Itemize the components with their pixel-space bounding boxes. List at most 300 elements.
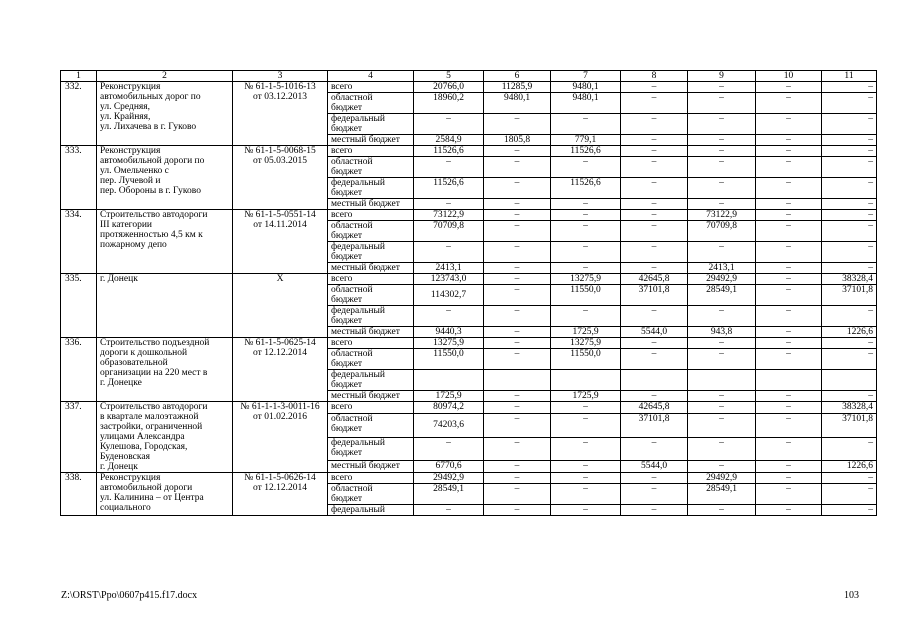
funding-source (328, 437, 414, 460)
amount-cell: 73122,9 (414, 210, 484, 221)
amount-cell: – (756, 146, 822, 157)
amount-cell: – (484, 306, 551, 327)
funding-source-line: бюджет (331, 188, 363, 198)
object-name-line: ул. Лихачева в г. Гуково (100, 122, 197, 132)
amount-cell: – (484, 505, 551, 516)
file-path: Z:\ORST\Ppo\0607p415.f17.docx (61, 590, 198, 601)
amount-cell: – (688, 157, 756, 178)
funding-source-line: федеральный (331, 306, 385, 316)
amount-cell: – (414, 505, 484, 516)
amount-cell: – (822, 391, 877, 402)
amount-cell: 13275,9 (551, 338, 621, 349)
column-number-2: 2 (97, 71, 233, 82)
amount-cell: – (551, 402, 621, 414)
amount-cell: – (414, 242, 484, 263)
amount-cell: 1725,9 (551, 327, 621, 338)
amount-cell: – (756, 274, 822, 285)
funding-source-line: федеральный (331, 505, 385, 515)
amount-cell: – (551, 414, 621, 437)
amount-cell: 2413,1 (414, 263, 484, 274)
object-name (97, 210, 233, 274)
amount-cell: 73122,9 (688, 210, 756, 221)
funding-source (328, 178, 414, 199)
amount-cell: 28549,1 (414, 484, 484, 505)
document-reference-line: № 61-1-1-3-0011-16 (240, 402, 320, 412)
funding-source (328, 505, 414, 516)
amount-cell: – (822, 338, 877, 349)
amount-cell: – (756, 82, 822, 93)
amount-cell: – (756, 178, 822, 199)
funding-source-line: федеральный (331, 437, 385, 448)
amount-cell: – (822, 157, 877, 178)
object-name-line: автомобильной дороги (100, 483, 193, 493)
amount-cell: – (484, 114, 551, 135)
funding-source (328, 210, 414, 221)
amount-cell: – (621, 338, 688, 349)
amount-cell (551, 370, 621, 391)
funding-source (328, 199, 414, 210)
funding-source-line: бюджет (331, 424, 363, 435)
object-name-line: Строительство автодороги (100, 210, 208, 220)
amount-cell: – (621, 391, 688, 402)
amount-cell: – (756, 349, 822, 370)
amount-cell: 9480,1 (551, 93, 621, 114)
funding-source-line: областной (331, 221, 373, 231)
funding-source-line: бюджет (331, 295, 363, 305)
amount-cell: – (756, 391, 822, 402)
amount-cell: – (756, 93, 822, 114)
amount-cell: 9480,1 (551, 82, 621, 93)
amount-cell: – (484, 178, 551, 199)
funding-source-line: местный бюджет (331, 391, 400, 401)
amount-cell: – (551, 460, 621, 472)
document-reference-line: от 12.12.2014 (253, 483, 307, 493)
amount-cell: – (688, 199, 756, 210)
funding-source (328, 484, 414, 505)
amount-cell: 11526,6 (551, 146, 621, 157)
funding-source-line: областной (331, 157, 373, 167)
column-number-5: 5 (414, 71, 484, 82)
amount-cell: 1725,9 (551, 391, 621, 402)
amount-cell: – (822, 473, 877, 484)
amount-cell: 1226,6 (822, 327, 877, 338)
amount-cell: 74203,6 (414, 414, 484, 437)
amount-cell: – (621, 210, 688, 221)
table-row (61, 210, 877, 221)
amount-cell: – (822, 135, 877, 146)
column-number-3: 3 (233, 71, 328, 82)
amount-cell: – (756, 306, 822, 327)
row-number: 333. (61, 146, 97, 210)
funding-source-line: местный бюджет (331, 263, 400, 273)
amount-cell: 38328,4 (822, 274, 877, 285)
amount-cell: – (551, 157, 621, 178)
amount-cell: – (688, 437, 756, 460)
amount-cell: – (688, 93, 756, 114)
amount-cell: 42645,8 (621, 402, 688, 414)
document-reference-line: № 61-1-5-1016-13 (244, 82, 316, 92)
column-number-9: 9 (688, 71, 756, 82)
document-reference-line: от 03.12.2013 (253, 92, 307, 102)
amount-cell: – (756, 199, 822, 210)
amount-cell: 123743,0 (414, 274, 484, 285)
amount-cell: – (688, 414, 756, 437)
amount-cell: – (756, 157, 822, 178)
funding-source-line: областной (331, 484, 373, 494)
amount-cell: – (822, 210, 877, 221)
column-number-10: 10 (756, 71, 822, 82)
funding-source (328, 146, 414, 157)
table-row (61, 473, 877, 484)
table-row (61, 82, 877, 93)
amount-cell: – (551, 473, 621, 484)
amount-cell: 37101,8 (822, 285, 877, 306)
object-name (97, 473, 233, 516)
amount-cell: – (822, 146, 877, 157)
amount-cell: – (551, 221, 621, 242)
amount-cell: 779,1 (551, 135, 621, 146)
object-name-line: III категории (100, 220, 153, 230)
amount-cell: – (484, 157, 551, 178)
funding-source (328, 370, 414, 391)
funding-source-line: бюджет (331, 231, 363, 241)
column-number-11: 11 (822, 71, 877, 82)
amount-cell: – (822, 114, 877, 135)
amount-cell: 38328,4 (822, 402, 877, 414)
amount-cell: 1226,6 (822, 460, 877, 472)
amount-cell: – (484, 146, 551, 157)
object-name-line: ул. Крайняя, (100, 112, 151, 122)
amount-cell: 29492,9 (688, 473, 756, 484)
funding-source-line: бюджет (331, 380, 363, 390)
amount-cell: – (822, 221, 877, 242)
amount-cell (822, 370, 877, 391)
document-reference (233, 338, 328, 402)
object-name (97, 146, 233, 210)
document-reference-line: № 61-1-5-0626-14 (244, 473, 316, 483)
object-name-line: пожарному депо (100, 240, 167, 250)
funding-source (328, 242, 414, 263)
document-reference-line: № 61-1-5-0551-14 (244, 210, 316, 220)
amount-cell: – (822, 199, 877, 210)
amount-cell: 9440,3 (414, 327, 484, 338)
amount-cell: 18960,2 (414, 93, 484, 114)
budget-table (60, 70, 877, 516)
object-name-line: застройки, ограниченной (100, 422, 203, 432)
document-reference (233, 146, 328, 210)
amount-cell: – (621, 505, 688, 516)
amount-cell: – (551, 242, 621, 263)
amount-cell: 20766,0 (414, 82, 484, 93)
funding-source-line: всего (331, 82, 353, 92)
amount-cell: – (822, 82, 877, 93)
document-reference-line: от 01.02.2016 (253, 412, 307, 422)
funding-source-line: бюджет (331, 124, 363, 134)
amount-cell: – (756, 327, 822, 338)
amount-cell: 11526,6 (414, 178, 484, 199)
amount-cell: – (621, 484, 688, 505)
amount-cell: – (756, 114, 822, 135)
amount-cell: 28549,1 (688, 484, 756, 505)
amount-cell: – (621, 178, 688, 199)
amount-cell: 11550,0 (414, 349, 484, 370)
object-name-line: Строительство подъездной (100, 338, 210, 348)
object-name-line: социального (100, 503, 151, 513)
page-number: 103 (844, 590, 859, 601)
amount-cell (688, 370, 756, 391)
amount-cell (484, 370, 551, 391)
amount-cell: – (621, 437, 688, 460)
funding-source (328, 327, 414, 338)
amount-cell: – (756, 263, 822, 274)
document-reference-line: X (276, 274, 284, 284)
funding-source-line: местный бюджет (331, 327, 400, 337)
amount-cell: – (484, 338, 551, 349)
amount-cell: – (551, 505, 621, 516)
amount-cell: – (822, 93, 877, 114)
object-name-line: Реконструкция (100, 146, 161, 156)
object-name (97, 274, 233, 338)
amount-cell (756, 370, 822, 391)
amount-cell: – (688, 178, 756, 199)
funding-source-line: местный бюджет (331, 135, 400, 145)
funding-source-line: бюджет (331, 447, 363, 458)
funding-source (328, 82, 414, 93)
amount-cell: – (414, 199, 484, 210)
object-name-line: организации на 220 мест в (100, 368, 208, 378)
amount-cell: – (621, 242, 688, 263)
object-name-line: протяженностью 4,5 км к (100, 230, 203, 240)
amount-cell: – (484, 414, 551, 437)
object-name (97, 82, 233, 146)
amount-cell: 1725,9 (414, 391, 484, 402)
funding-source-line: всего (331, 338, 353, 348)
amount-cell: – (756, 402, 822, 414)
object-name-line: ул. Омельченко с (100, 166, 169, 176)
amount-cell: – (414, 157, 484, 178)
amount-cell: 13275,9 (414, 338, 484, 349)
funding-source (328, 391, 414, 402)
amount-cell: – (822, 349, 877, 370)
amount-cell: – (621, 135, 688, 146)
amount-cell: – (688, 338, 756, 349)
amount-cell: – (484, 274, 551, 285)
amount-cell: – (484, 242, 551, 263)
document-reference-line: от 05.03.2015 (253, 156, 307, 166)
amount-cell: – (756, 285, 822, 306)
row-number: 337. (61, 402, 97, 473)
amount-cell: – (551, 437, 621, 460)
object-name-line: в квартале малоэтажной (100, 412, 199, 422)
amount-cell: 42645,8 (621, 274, 688, 285)
amount-cell: – (484, 402, 551, 414)
funding-source-line: местный бюджет (331, 460, 400, 471)
amount-cell: – (484, 484, 551, 505)
funding-source (328, 414, 414, 437)
amount-cell: – (484, 349, 551, 370)
object-name-line: автомобильной дороги по (100, 156, 205, 166)
funding-source-line: всего (331, 146, 353, 156)
document-reference-line: № 61-1-5-0068-15 (244, 146, 316, 156)
header-row (61, 71, 877, 82)
document-reference (233, 274, 328, 338)
amount-cell: – (688, 349, 756, 370)
amount-cell: – (551, 306, 621, 327)
column-number-4: 4 (328, 71, 414, 82)
amount-cell: 70709,8 (414, 221, 484, 242)
amount-cell: 114302,7 (414, 285, 484, 306)
object-name-line: ул. Средняя, (100, 102, 151, 112)
amount-cell: – (756, 484, 822, 505)
amount-cell: – (621, 221, 688, 242)
funding-source-line: федеральный (331, 178, 385, 188)
object-name-line: пер. Лучевой и (100, 176, 161, 186)
funding-source (328, 114, 414, 135)
funding-source (328, 306, 414, 327)
amount-cell: – (621, 114, 688, 135)
row-number: 335. (61, 274, 97, 338)
object-name-line: улицами Александра (100, 432, 185, 442)
amount-cell: – (756, 338, 822, 349)
funding-source-line: бюджет (331, 494, 363, 504)
amount-cell: – (756, 414, 822, 437)
object-name-line: г. Донецк (100, 274, 138, 284)
amount-cell: 70709,8 (688, 221, 756, 242)
amount-cell: – (688, 114, 756, 135)
funding-source (328, 460, 414, 472)
object-name-line: Реконструкция (100, 473, 161, 483)
amount-cell: – (688, 505, 756, 516)
object-name-line: дороги к дошкольной (100, 348, 188, 358)
object-name-line: пер. Обороны в г. Гуково (100, 186, 201, 196)
row-number: 336. (61, 338, 97, 402)
column-number-1: 1 (61, 71, 97, 82)
table-row (61, 338, 877, 349)
funding-source-line: областной (331, 414, 373, 425)
document-reference (233, 82, 328, 146)
amount-cell: 11526,6 (551, 178, 621, 199)
amount-cell: – (484, 263, 551, 274)
amount-cell: – (688, 82, 756, 93)
amount-cell: – (621, 82, 688, 93)
amount-cell: 1805,8 (484, 135, 551, 146)
funding-source (328, 221, 414, 242)
object-name-line: г. Донецк (100, 462, 138, 472)
amount-cell: – (484, 391, 551, 402)
amount-cell: – (688, 391, 756, 402)
object-name-line: Строительство автодороги (100, 402, 208, 412)
amount-cell: – (484, 473, 551, 484)
amount-cell: 5544,0 (621, 460, 688, 472)
amount-cell: – (621, 306, 688, 327)
funding-source-line: областной (331, 93, 373, 103)
funding-source-line: бюджет (331, 359, 363, 369)
funding-source (328, 285, 414, 306)
amount-cell: 37101,8 (621, 285, 688, 306)
amount-cell: – (822, 242, 877, 263)
amount-cell: 11550,0 (551, 349, 621, 370)
amount-cell: – (621, 93, 688, 114)
funding-source (328, 263, 414, 274)
amount-cell: 11526,6 (414, 146, 484, 157)
amount-cell: – (551, 199, 621, 210)
funding-source-line: всего (331, 274, 353, 284)
funding-source-line: областной (331, 349, 373, 359)
funding-source (328, 135, 414, 146)
amount-cell: 943,8 (688, 327, 756, 338)
amount-cell: – (822, 505, 877, 516)
row-number: 338. (61, 473, 97, 516)
funding-source-line: бюджет (331, 167, 363, 177)
amount-cell: – (621, 146, 688, 157)
funding-source (328, 93, 414, 114)
amount-cell: – (551, 210, 621, 221)
amount-cell: 13275,9 (551, 274, 621, 285)
object-name (97, 402, 233, 473)
column-number-7: 7 (551, 71, 621, 82)
amount-cell: – (688, 135, 756, 146)
amount-cell: – (688, 402, 756, 414)
amount-cell: 37101,8 (621, 414, 688, 437)
column-number-8: 8 (621, 71, 688, 82)
amount-cell: – (551, 484, 621, 505)
amount-cell: 9480,1 (484, 93, 551, 114)
amount-cell: – (621, 199, 688, 210)
funding-source (328, 349, 414, 370)
amount-cell: – (688, 460, 756, 472)
amount-cell: – (688, 306, 756, 327)
funding-source-line: федеральный (331, 114, 385, 124)
amount-cell: – (756, 210, 822, 221)
amount-cell: – (484, 460, 551, 472)
amount-cell (621, 370, 688, 391)
table-row (61, 146, 877, 157)
amount-cell: – (756, 473, 822, 484)
object-name-line: г. Донецке (100, 378, 142, 388)
funding-source-line: бюджет (331, 316, 363, 326)
amount-cell: 2584,9 (414, 135, 484, 146)
amount-cell: 6770,6 (414, 460, 484, 472)
amount-cell: – (822, 484, 877, 505)
amount-cell: 28549,1 (688, 285, 756, 306)
amount-cell: – (822, 437, 877, 460)
document-reference (233, 473, 328, 516)
amount-cell: 5544,0 (621, 327, 688, 338)
amount-cell: – (822, 306, 877, 327)
amount-cell: – (484, 437, 551, 460)
funding-source-line: областной (331, 285, 373, 295)
funding-source-line: всего (331, 210, 353, 220)
table-row (61, 274, 877, 285)
document-reference-line: № 61-1-5-0625-14 (244, 338, 316, 348)
amount-cell: – (484, 327, 551, 338)
amount-cell: – (621, 157, 688, 178)
funding-source (328, 338, 414, 349)
amount-cell: – (484, 221, 551, 242)
amount-cell: 29492,9 (414, 473, 484, 484)
row-number: 332. (61, 82, 97, 146)
funding-source-line: бюджет (331, 252, 363, 262)
amount-cell: – (756, 460, 822, 472)
document-reference (233, 402, 328, 473)
object-name-line: образовательной (100, 358, 168, 368)
amount-cell: 29492,9 (688, 274, 756, 285)
amount-cell: – (414, 437, 484, 460)
object-name-line: Реконструкция (100, 82, 161, 92)
row-number: 334. (61, 210, 97, 274)
amount-cell: – (551, 263, 621, 274)
amount-cell: – (414, 306, 484, 327)
